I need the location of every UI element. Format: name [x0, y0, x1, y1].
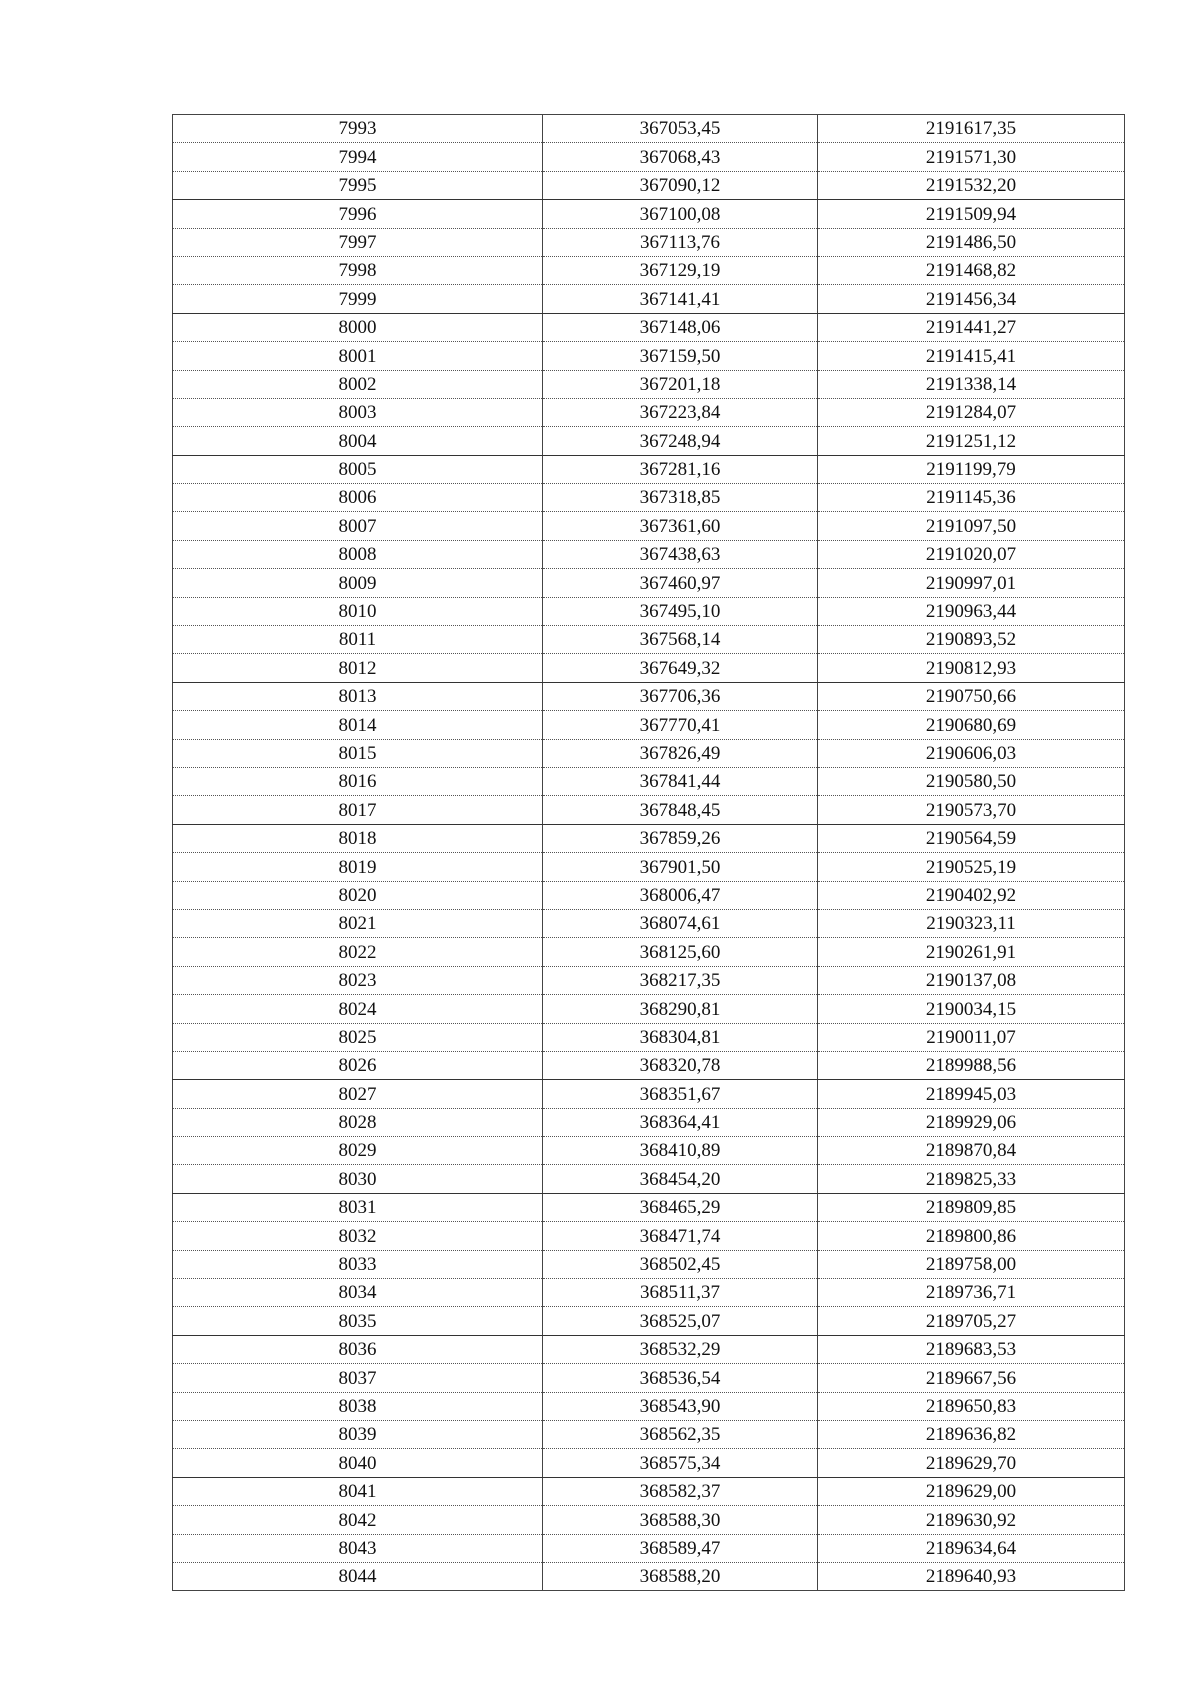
y-coordinate-cell: 2191199,79: [818, 455, 1125, 483]
y-coordinate-cell: 2189629,70: [818, 1449, 1125, 1477]
x-coordinate-cell: 368511,37: [543, 1279, 818, 1307]
table-row: [173, 1307, 1125, 1335]
table-row: [173, 1051, 1125, 1079]
table-row: [173, 1449, 1125, 1477]
x-coordinate-cell: 367318,85: [543, 484, 818, 512]
point-number-cell: 8018: [173, 824, 543, 852]
point-number-cell: 8043: [173, 1534, 543, 1562]
table-row: [173, 626, 1125, 654]
y-coordinate-cell: 2189988,56: [818, 1051, 1125, 1079]
table-row: [173, 256, 1125, 284]
x-coordinate-cell: 367568,14: [543, 626, 818, 654]
x-coordinate-cell: 367129,19: [543, 256, 818, 284]
table-row: [173, 1420, 1125, 1448]
x-coordinate-cell: 368074,61: [543, 909, 818, 937]
table-row: [173, 1279, 1125, 1307]
point-number-cell: 8039: [173, 1420, 543, 1448]
point-number-cell: 8030: [173, 1165, 543, 1193]
table-row: [173, 427, 1125, 455]
y-coordinate-cell: 2189634,64: [818, 1534, 1125, 1562]
x-coordinate-cell: 367649,32: [543, 654, 818, 682]
table-row: [173, 767, 1125, 795]
table-row: [173, 1335, 1125, 1363]
table-row: [173, 938, 1125, 966]
point-number-cell: 8040: [173, 1449, 543, 1477]
coordinates-table-body: [173, 115, 1125, 1591]
x-coordinate-cell: 367201,18: [543, 370, 818, 398]
x-coordinate-cell: 368525,07: [543, 1307, 818, 1335]
point-number-cell: 8024: [173, 995, 543, 1023]
table-row: [173, 995, 1125, 1023]
point-number-cell: 8013: [173, 682, 543, 710]
point-number-cell: 8025: [173, 1023, 543, 1051]
x-coordinate-cell: 367826,49: [543, 739, 818, 767]
y-coordinate-cell: 2190402,92: [818, 881, 1125, 909]
table-row: [173, 285, 1125, 313]
point-number-cell: 8003: [173, 398, 543, 426]
point-number-cell: 8019: [173, 853, 543, 881]
point-number-cell: 8008: [173, 540, 543, 568]
x-coordinate-cell: 367460,97: [543, 569, 818, 597]
x-coordinate-cell: 368320,78: [543, 1051, 818, 1079]
y-coordinate-cell: 2190580,50: [818, 767, 1125, 795]
point-number-cell: 7993: [173, 115, 543, 143]
table-row: [173, 796, 1125, 824]
x-coordinate-cell: 367159,50: [543, 342, 818, 370]
y-coordinate-cell: 2191284,07: [818, 398, 1125, 426]
y-coordinate-cell: 2191486,50: [818, 228, 1125, 256]
point-number-cell: 8020: [173, 881, 543, 909]
y-coordinate-cell: 2189636,82: [818, 1420, 1125, 1448]
y-coordinate-cell: 2190525,19: [818, 853, 1125, 881]
table-row: [173, 824, 1125, 852]
x-coordinate-cell: 367901,50: [543, 853, 818, 881]
x-coordinate-cell: 368006,47: [543, 881, 818, 909]
x-coordinate-cell: 368562,35: [543, 1420, 818, 1448]
point-number-cell: 8041: [173, 1477, 543, 1505]
table-row: [173, 909, 1125, 937]
table-row: [173, 115, 1125, 143]
y-coordinate-cell: 2189758,00: [818, 1250, 1125, 1278]
point-number-cell: 8007: [173, 512, 543, 540]
point-number-cell: 8038: [173, 1392, 543, 1420]
point-number-cell: 8031: [173, 1193, 543, 1221]
x-coordinate-cell: 368536,54: [543, 1364, 818, 1392]
x-coordinate-cell: 367053,45: [543, 115, 818, 143]
table-row: [173, 171, 1125, 199]
point-number-cell: 8014: [173, 711, 543, 739]
y-coordinate-cell: 2189929,06: [818, 1108, 1125, 1136]
y-coordinate-cell: 2191509,94: [818, 200, 1125, 228]
y-coordinate-cell: 2190564,59: [818, 824, 1125, 852]
table-row: [173, 1562, 1125, 1590]
x-coordinate-cell: 368125,60: [543, 938, 818, 966]
point-number-cell: 8001: [173, 342, 543, 370]
point-number-cell: 8016: [173, 767, 543, 795]
x-coordinate-cell: 368454,20: [543, 1165, 818, 1193]
y-coordinate-cell: 2190137,08: [818, 966, 1125, 994]
x-coordinate-cell: 368588,30: [543, 1506, 818, 1534]
point-number-cell: 8044: [173, 1562, 543, 1590]
table-row: [173, 512, 1125, 540]
x-coordinate-cell: 367148,06: [543, 313, 818, 341]
table-row: [173, 1222, 1125, 1250]
table-row: [173, 1250, 1125, 1278]
table-row: [173, 1477, 1125, 1505]
point-number-cell: 7997: [173, 228, 543, 256]
y-coordinate-cell: 2189870,84: [818, 1137, 1125, 1165]
table-row: [173, 370, 1125, 398]
y-coordinate-cell: 2189705,27: [818, 1307, 1125, 1335]
x-coordinate-cell: 368410,89: [543, 1137, 818, 1165]
point-number-cell: 8026: [173, 1051, 543, 1079]
x-coordinate-cell: 368290,81: [543, 995, 818, 1023]
x-coordinate-cell: 367495,10: [543, 597, 818, 625]
point-number-cell: 8037: [173, 1364, 543, 1392]
point-number-cell: 8036: [173, 1335, 543, 1363]
y-coordinate-cell: 2190997,01: [818, 569, 1125, 597]
point-number-cell: 8022: [173, 938, 543, 966]
table-row: [173, 569, 1125, 597]
y-coordinate-cell: 2190893,52: [818, 626, 1125, 654]
table-row: [173, 682, 1125, 710]
x-coordinate-cell: 368351,67: [543, 1080, 818, 1108]
y-coordinate-cell: 2191532,20: [818, 171, 1125, 199]
y-coordinate-cell: 2189683,53: [818, 1335, 1125, 1363]
coordinates-table: [172, 114, 1125, 1591]
x-coordinate-cell: 367223,84: [543, 398, 818, 426]
table-row: [173, 739, 1125, 767]
point-number-cell: 8029: [173, 1137, 543, 1165]
table-row: [173, 881, 1125, 909]
x-coordinate-cell: 367113,76: [543, 228, 818, 256]
point-number-cell: 8004: [173, 427, 543, 455]
point-number-cell: 8033: [173, 1250, 543, 1278]
table-row: [173, 1392, 1125, 1420]
table-row: [173, 1364, 1125, 1392]
y-coordinate-cell: 2191415,41: [818, 342, 1125, 370]
x-coordinate-cell: 367770,41: [543, 711, 818, 739]
y-coordinate-cell: 2189809,85: [818, 1193, 1125, 1221]
table-row: [173, 143, 1125, 171]
x-coordinate-cell: 367438,63: [543, 540, 818, 568]
y-coordinate-cell: 2190573,70: [818, 796, 1125, 824]
y-coordinate-cell: 2191441,27: [818, 313, 1125, 341]
y-coordinate-cell: 2189667,56: [818, 1364, 1125, 1392]
y-coordinate-cell: 2190606,03: [818, 739, 1125, 767]
point-number-cell: 7996: [173, 200, 543, 228]
y-coordinate-cell: 2189629,00: [818, 1477, 1125, 1505]
y-coordinate-cell: 2191251,12: [818, 427, 1125, 455]
y-coordinate-cell: 2191571,30: [818, 143, 1125, 171]
point-number-cell: 8011: [173, 626, 543, 654]
point-number-cell: 8021: [173, 909, 543, 937]
point-number-cell: 8010: [173, 597, 543, 625]
x-coordinate-cell: 368217,35: [543, 966, 818, 994]
x-coordinate-cell: 368502,45: [543, 1250, 818, 1278]
x-coordinate-cell: 368588,20: [543, 1562, 818, 1590]
table-row: [173, 200, 1125, 228]
x-coordinate-cell: 367361,60: [543, 512, 818, 540]
y-coordinate-cell: 2190323,11: [818, 909, 1125, 937]
point-number-cell: 8042: [173, 1506, 543, 1534]
point-number-cell: 8009: [173, 569, 543, 597]
table-row: [173, 966, 1125, 994]
point-number-cell: 8027: [173, 1080, 543, 1108]
x-coordinate-cell: 368471,74: [543, 1222, 818, 1250]
y-coordinate-cell: 2189630,92: [818, 1506, 1125, 1534]
table-row: [173, 654, 1125, 682]
point-number-cell: 8023: [173, 966, 543, 994]
y-coordinate-cell: 2190750,66: [818, 682, 1125, 710]
point-number-cell: 8012: [173, 654, 543, 682]
x-coordinate-cell: 367100,08: [543, 200, 818, 228]
table-row: [173, 540, 1125, 568]
x-coordinate-cell: 367859,26: [543, 824, 818, 852]
table-row: [173, 711, 1125, 739]
x-coordinate-cell: 367706,36: [543, 682, 818, 710]
table-row: [173, 1193, 1125, 1221]
y-coordinate-cell: 2189650,83: [818, 1392, 1125, 1420]
x-coordinate-cell: 368364,41: [543, 1108, 818, 1136]
table-row: [173, 1137, 1125, 1165]
x-coordinate-cell: 368304,81: [543, 1023, 818, 1051]
table-row: [173, 313, 1125, 341]
table-row: [173, 1108, 1125, 1136]
y-coordinate-cell: 2190812,93: [818, 654, 1125, 682]
y-coordinate-cell: 2190963,44: [818, 597, 1125, 625]
y-coordinate-cell: 2190261,91: [818, 938, 1125, 966]
x-coordinate-cell: 367248,94: [543, 427, 818, 455]
point-number-cell: 8032: [173, 1222, 543, 1250]
y-coordinate-cell: 2191617,35: [818, 115, 1125, 143]
point-number-cell: 8005: [173, 455, 543, 483]
point-number-cell: 8034: [173, 1279, 543, 1307]
point-number-cell: 7999: [173, 285, 543, 313]
table-row: [173, 853, 1125, 881]
y-coordinate-cell: 2189825,33: [818, 1165, 1125, 1193]
x-coordinate-cell: 367141,41: [543, 285, 818, 313]
y-coordinate-cell: 2189736,71: [818, 1279, 1125, 1307]
point-number-cell: 7998: [173, 256, 543, 284]
point-number-cell: 8035: [173, 1307, 543, 1335]
point-number-cell: 8000: [173, 313, 543, 341]
table-row: [173, 1165, 1125, 1193]
x-coordinate-cell: 367068,43: [543, 143, 818, 171]
y-coordinate-cell: 2190034,15: [818, 995, 1125, 1023]
point-number-cell: 7994: [173, 143, 543, 171]
table-row: [173, 1080, 1125, 1108]
point-number-cell: 8006: [173, 484, 543, 512]
point-number-cell: 8015: [173, 739, 543, 767]
table-row: [173, 597, 1125, 625]
y-coordinate-cell: 2190011,07: [818, 1023, 1125, 1051]
x-coordinate-cell: 367281,16: [543, 455, 818, 483]
table-row: [173, 342, 1125, 370]
y-coordinate-cell: 2189800,86: [818, 1222, 1125, 1250]
y-coordinate-cell: 2190680,69: [818, 711, 1125, 739]
y-coordinate-cell: 2191338,14: [818, 370, 1125, 398]
y-coordinate-cell: 2189945,03: [818, 1080, 1125, 1108]
table-row: [173, 1506, 1125, 1534]
point-number-cell: 8002: [173, 370, 543, 398]
y-coordinate-cell: 2191097,50: [818, 512, 1125, 540]
x-coordinate-cell: 368575,34: [543, 1449, 818, 1477]
table-row: [173, 455, 1125, 483]
point-number-cell: 7995: [173, 171, 543, 199]
table-row: [173, 228, 1125, 256]
x-coordinate-cell: 368532,29: [543, 1335, 818, 1363]
x-coordinate-cell: 368589,47: [543, 1534, 818, 1562]
y-coordinate-cell: 2189640,93: [818, 1562, 1125, 1590]
table-row: [173, 1534, 1125, 1562]
x-coordinate-cell: 367841,44: [543, 767, 818, 795]
table-row: [173, 1023, 1125, 1051]
x-coordinate-cell: 368582,37: [543, 1477, 818, 1505]
point-number-cell: 8017: [173, 796, 543, 824]
y-coordinate-cell: 2191020,07: [818, 540, 1125, 568]
table-row: [173, 398, 1125, 426]
y-coordinate-cell: 2191468,82: [818, 256, 1125, 284]
x-coordinate-cell: 368465,29: [543, 1193, 818, 1221]
x-coordinate-cell: 367848,45: [543, 796, 818, 824]
y-coordinate-cell: 2191145,36: [818, 484, 1125, 512]
table-row: [173, 484, 1125, 512]
point-number-cell: 8028: [173, 1108, 543, 1136]
y-coordinate-cell: 2191456,34: [818, 285, 1125, 313]
x-coordinate-cell: 368543,90: [543, 1392, 818, 1420]
x-coordinate-cell: 367090,12: [543, 171, 818, 199]
